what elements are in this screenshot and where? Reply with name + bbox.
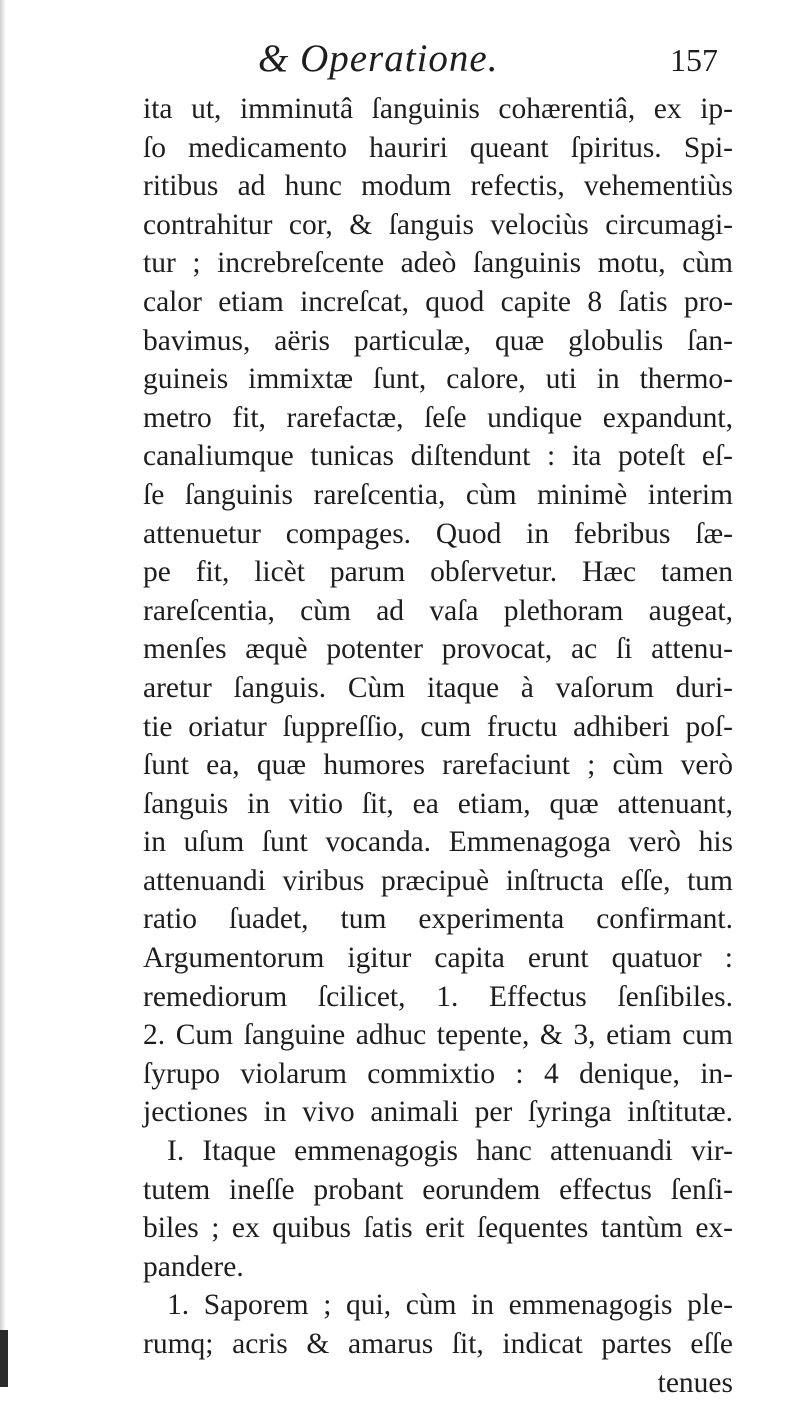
page-number: 157 — [670, 42, 718, 78]
text-line: in uſum ſunt vocanda. Emmenagoga verò his — [143, 826, 733, 859]
text-line: pe fit, licèt parum obſervetur. Hæc tamen — [143, 556, 733, 589]
text-line: ſyrupo violarum commixtio : 4 denique, in- — [143, 1057, 733, 1090]
text-line: ratio ſuadet, tum experimenta confirmant. — [143, 903, 733, 936]
text-line: ſanguis in vitio ſit, ea etiam, quæ attenuant, — [143, 787, 733, 820]
text-line: I. Itaque emmenagogis hanc attenuandi vir- — [167, 1135, 733, 1168]
text-line: contrahitur cor, & ſanguis velociùs circumagi- — [143, 208, 733, 241]
text-line: guineis immixtæ ſunt, calore, uti in thermo- — [143, 363, 733, 396]
text-line: tie oriatur ſuppreſſio, cum fructu adhiberi poſ- — [143, 710, 733, 743]
text-line: ita ut, imminutâ ſanguinis cohærentiâ, ex ip- — [143, 93, 733, 125]
text-line: remediorum ſcilicet, 1. Effectus ſenſibiles. — [143, 980, 733, 1013]
text-line: ritibus ad hunc modum refectis, vehementiùs — [143, 170, 733, 203]
text-line: biles ; ex quibus ſatis erit ſequentes tantùm ex- — [143, 1212, 733, 1245]
text-line: 2. Cum ſanguine adhuc tepente, & 3, etiam cum — [143, 1019, 733, 1052]
binding-edge-mark — [0, 1330, 8, 1387]
text-line: rareſcentia, cùm ad vaſa plethoram augeat, — [143, 594, 733, 627]
text-line: ſunt ea, quæ humores rarefaciunt ; cùm verò — [143, 749, 733, 782]
text-line: ſe ſanguinis rareſcentia, cùm minimè interim — [143, 478, 733, 511]
text-line: 1. Saporem ; qui, cùm in emmenagogis ple- — [167, 1289, 733, 1322]
text-line: aretur ſanguis. Cùm itaque à vaſorum duri- — [143, 671, 733, 704]
text-line: calor etiam increſcat, quod capite 8 ſatis pro- — [143, 285, 733, 318]
text-line: jectiones in vivo animali per ſyringa inſtitutæ. — [143, 1096, 733, 1129]
text-line: Argumentorum igitur capita erunt quatuor : — [143, 942, 733, 975]
page-header — [258, 36, 718, 88]
text-line: menſes æquè potenter provocat, ac ſi attenu- — [143, 633, 733, 666]
text-line: attenuetur compages. Quod in febribus ſæ- — [143, 517, 733, 550]
text-line: metro fit, rarefactæ, ſeſe undique expandunt, — [143, 401, 733, 434]
text-line: rumq; acris & amarus ſit, indicat partes eſſe — [143, 1328, 733, 1360]
body-text — [143, 90, 733, 1402]
text-line: ſo medicamento hauriri queant ſpiritus. Spi- — [143, 131, 733, 164]
running-title: & Operatione. — [258, 37, 499, 80]
page-edge-shadow — [0, 0, 6, 1387]
text-line: tur ; increbreſcente adeò ſanguinis motu, cùm — [143, 247, 733, 280]
catchword: tenues — [657, 1366, 733, 1399]
text-line: bavimus, aëris particulæ, quæ globulis ſan- — [143, 324, 733, 357]
text-line: attenuandi viribus præcipuè inſtructa eſſe, tum — [143, 864, 733, 897]
text-line: canaliumque tunicas diſtendunt : ita poteſt eſ- — [143, 440, 733, 473]
text-line: tutem ineſſe probant eorundem effectus ſenſi- — [143, 1173, 733, 1206]
text-line: pandere. — [143, 1250, 244, 1283]
